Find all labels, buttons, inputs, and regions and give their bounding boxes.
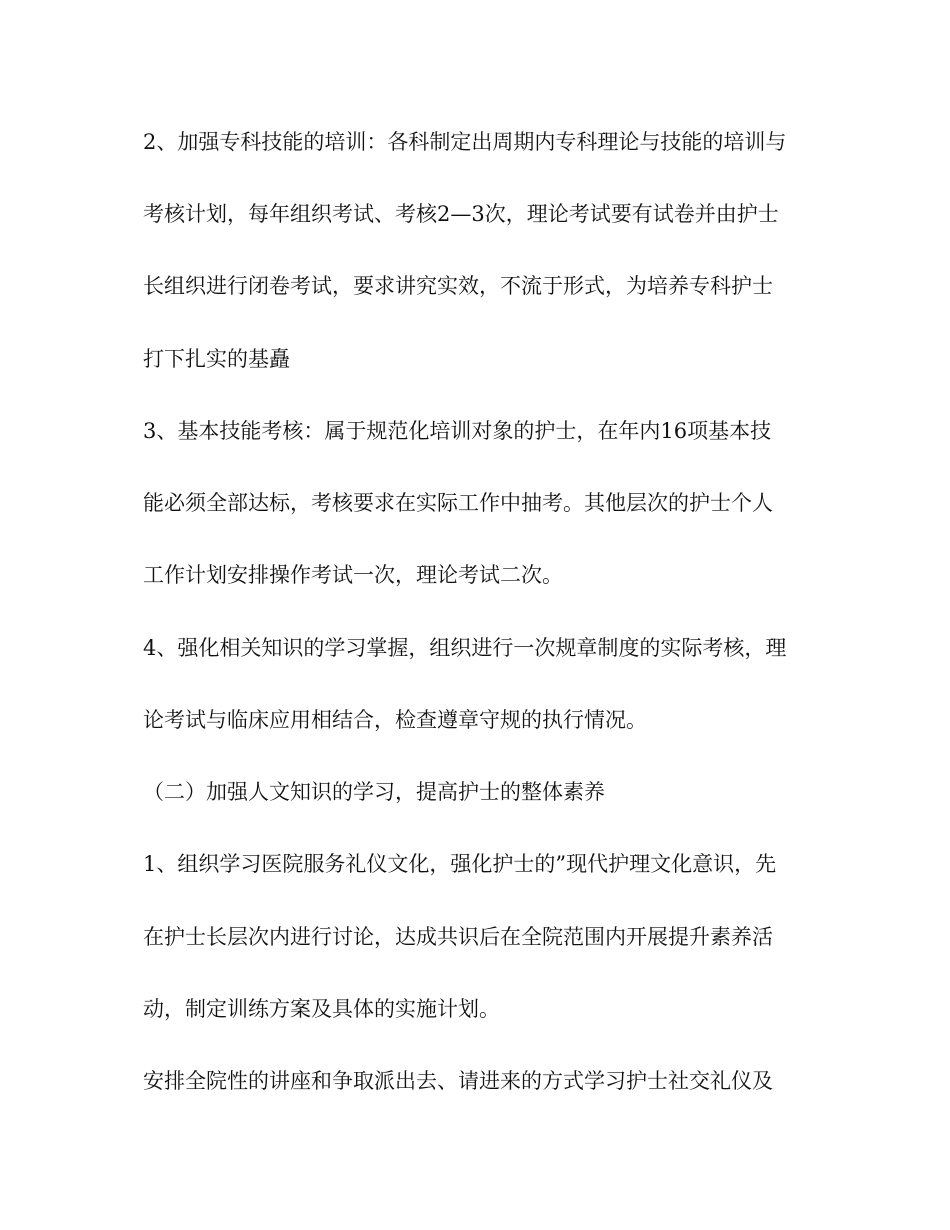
section-heading: （二）加强人文知识的学习，提高护士的整体素养 [143, 780, 605, 804]
text-line: 打下扎实的基矗 [143, 347, 290, 371]
text-line: 安排全院性的讲座和争取派出去、请进来的方式学习护士社交礼仪及 [143, 1069, 773, 1093]
text-line: 能必须全部达标，考核要求在实际工作中抽考。其他层次的护士个人 [143, 491, 773, 515]
text-line: 长组织进行闭卷考试，要求讲究实效，不流于形式，为培养专科护士 [143, 274, 773, 298]
text-line: 考核计划，每年组织考试、考核2—3次，理论考试要有试卷并由护士 [143, 202, 779, 226]
text-line: 动，制定训练方案及具体的实施计划。 [143, 997, 500, 1021]
text-line: 3、基本技能考核：属于规范化培训对象的护士，在年内16项基本技 [143, 419, 772, 443]
text-line: 4、强化相关知识的学习掌握，组织进行一次规章制度的实际考核，理 [143, 636, 787, 660]
text-line: 工作计划安排操作考试一次，理论考试二次。 [143, 563, 563, 587]
text-line: 在护士长层次内进行讨论，达成共识后在全院范围内开展提升素养活 [143, 925, 773, 949]
text-line: 2、加强专科技能的培训：各科制定出周期内专科理论与技能的培训与 [143, 130, 787, 154]
text-line: 论考试与临床应用相结合，检查遵章守规的执行情况。 [143, 708, 647, 732]
text-line: 1、组织学习医院服务礼仪文化，强化护士的”现代护理文化意识，先 [143, 852, 777, 876]
